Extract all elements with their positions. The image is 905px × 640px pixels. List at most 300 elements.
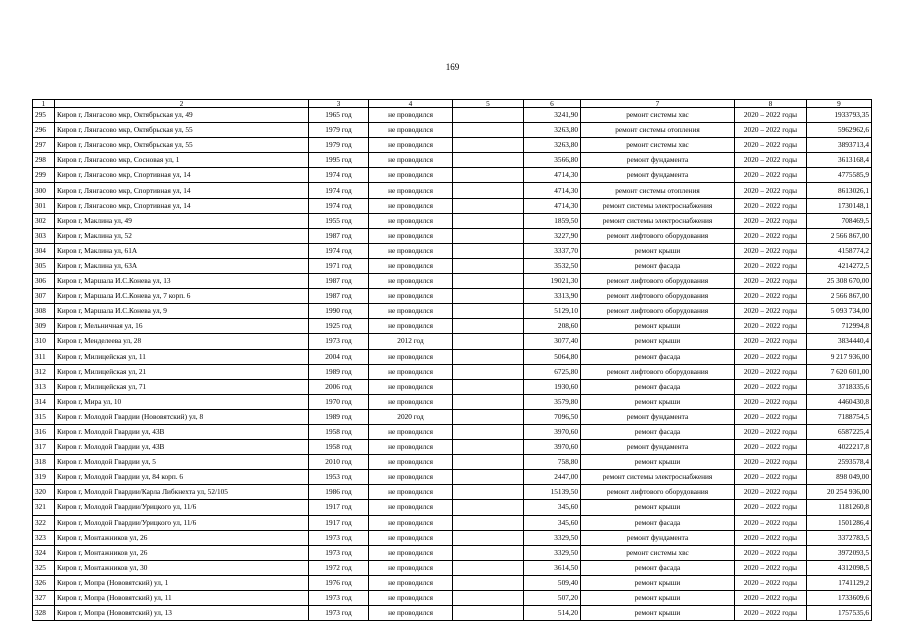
- address-cell: Киров г, Монтажников ул, 26: [55, 530, 309, 545]
- column-5-cell: [453, 394, 524, 409]
- cost-cell: 2 566 867,00: [807, 289, 872, 304]
- work-type-cell: ремонт системы электроснабжения: [581, 213, 735, 228]
- row-number: 295: [33, 108, 55, 123]
- period-cell: 2020 – 2022 годы: [735, 258, 807, 273]
- area-cell: 3970,60: [524, 440, 581, 455]
- column-5-cell: [453, 545, 524, 560]
- table-row: [33, 364, 872, 379]
- period-cell: 2020 – 2022 годы: [735, 243, 807, 258]
- row-number: 298: [33, 153, 55, 168]
- cost-cell: 3613168,4: [807, 153, 872, 168]
- column-5-cell: [453, 500, 524, 515]
- table-row: [33, 545, 872, 560]
- build-year-cell: 1955 год: [309, 213, 369, 228]
- period-cell: 2020 – 2022 годы: [735, 470, 807, 485]
- area-cell: 5064,80: [524, 349, 581, 364]
- build-year-cell: 1917 год: [309, 500, 369, 515]
- area-cell: 208,60: [524, 319, 581, 334]
- last-repair-cell: не проводился: [369, 515, 453, 530]
- work-type-cell: ремонт фасада: [581, 515, 735, 530]
- last-repair-cell: не проводился: [369, 455, 453, 470]
- address-cell: Киров г, Лянгасово мкр, Октябрьская ул, 49: [55, 108, 309, 123]
- last-repair-cell: не проводился: [369, 274, 453, 289]
- period-cell: 2020 – 2022 годы: [735, 440, 807, 455]
- work-type-cell: ремонт фундамента: [581, 530, 735, 545]
- period-cell: 2020 – 2022 годы: [735, 108, 807, 123]
- column-5-cell: [453, 349, 524, 364]
- row-number: 327: [33, 591, 55, 606]
- cost-cell: 2 566 867,00: [807, 228, 872, 243]
- row-number: 297: [33, 138, 55, 153]
- column-5-cell: [453, 606, 524, 621]
- area-cell: 3532,50: [524, 258, 581, 273]
- address-cell: Киров г, Мопра (Нововятский) ул, 11: [55, 591, 309, 606]
- period-cell: 2020 – 2022 годы: [735, 319, 807, 334]
- address-cell: Киров г, Молодой Гвардии/Урицкого ул, 11/6: [55, 500, 309, 515]
- period-cell: 2020 – 2022 годы: [735, 500, 807, 515]
- work-type-cell: ремонт крыши: [581, 455, 735, 470]
- last-repair-cell: не проводился: [369, 591, 453, 606]
- work-type-cell: ремонт системы электроснабжения: [581, 470, 735, 485]
- work-type-cell: ремонт системы отопления: [581, 123, 735, 138]
- table-row: [33, 500, 872, 515]
- last-repair-cell: не проводился: [369, 364, 453, 379]
- table-row: [33, 289, 872, 304]
- row-number: 326: [33, 575, 55, 590]
- period-cell: 2020 – 2022 годы: [735, 409, 807, 424]
- area-cell: 507,20: [524, 591, 581, 606]
- last-repair-cell: не проводился: [369, 198, 453, 213]
- area-cell: 345,60: [524, 515, 581, 530]
- column-5-cell: [453, 258, 524, 273]
- header-row: [33, 100, 872, 108]
- build-year-cell: 1976 год: [309, 575, 369, 590]
- column-5-cell: [453, 515, 524, 530]
- row-number: 309: [33, 319, 55, 334]
- cost-cell: 3718335,6: [807, 379, 872, 394]
- build-year-cell: 1971 год: [309, 258, 369, 273]
- column-5-cell: [453, 440, 524, 455]
- address-cell: Киров г, Маклина ул, 49: [55, 213, 309, 228]
- build-year-cell: 2006 год: [309, 379, 369, 394]
- work-type-cell: ремонт фундамента: [581, 440, 735, 455]
- address-cell: Киров г, Менделеева ул, 28: [55, 334, 309, 349]
- column-header-8: 8: [735, 100, 807, 108]
- row-number: 311: [33, 349, 55, 364]
- work-type-cell: ремонт крыши: [581, 394, 735, 409]
- work-type-cell: ремонт крыши: [581, 606, 735, 621]
- last-repair-cell: не проводился: [369, 258, 453, 273]
- column-header-3: 3: [309, 100, 369, 108]
- cost-cell: 7188754,5: [807, 409, 872, 424]
- table-row: [33, 258, 872, 273]
- column-header-5: 5: [453, 100, 524, 108]
- build-year-cell: 1965 год: [309, 108, 369, 123]
- cost-cell: 3834440,4: [807, 334, 872, 349]
- work-type-cell: ремонт лифтового оборудования: [581, 274, 735, 289]
- work-type-cell: ремонт фундамента: [581, 168, 735, 183]
- cost-cell: 3372783,5: [807, 530, 872, 545]
- build-year-cell: 1925 год: [309, 319, 369, 334]
- table-row: [33, 591, 872, 606]
- row-number: 315: [33, 409, 55, 424]
- build-year-cell: 1970 год: [309, 394, 369, 409]
- area-cell: 4714,30: [524, 168, 581, 183]
- cost-cell: 4775585,9: [807, 168, 872, 183]
- cost-cell: 898 049,00: [807, 470, 872, 485]
- build-year-cell: 1989 год: [309, 409, 369, 424]
- address-cell: Киров г, Лянгасово мкр, Сосновая ул, 1: [55, 153, 309, 168]
- address-cell: Киров г. Молодой Гвардии ул, 5: [55, 455, 309, 470]
- address-cell: Киров г, Маклина ул, 61А: [55, 243, 309, 258]
- row-number: 296: [33, 123, 55, 138]
- build-year-cell: 2010 год: [309, 455, 369, 470]
- table-row: [33, 394, 872, 409]
- last-repair-cell: не проводился: [369, 575, 453, 590]
- row-number: 317: [33, 440, 55, 455]
- row-number: 323: [33, 530, 55, 545]
- row-number: 314: [33, 394, 55, 409]
- period-cell: 2020 – 2022 годы: [735, 455, 807, 470]
- area-cell: 3263,80: [524, 138, 581, 153]
- address-cell: Киров г, Молодой Гвардии ул, 84 корп. 6: [55, 470, 309, 485]
- last-repair-cell: не проводился: [369, 530, 453, 545]
- work-type-cell: ремонт крыши: [581, 575, 735, 590]
- cost-cell: 4460430,8: [807, 394, 872, 409]
- cost-cell: 7 620 601,00: [807, 364, 872, 379]
- row-number: 299: [33, 168, 55, 183]
- build-year-cell: 1990 год: [309, 304, 369, 319]
- period-cell: 2020 – 2022 годы: [735, 591, 807, 606]
- address-cell: Киров г, Лянгасово мкр, Спортивная ул, 14: [55, 168, 309, 183]
- build-year-cell: 1973 год: [309, 591, 369, 606]
- last-repair-cell: не проводился: [369, 440, 453, 455]
- build-year-cell: 1989 год: [309, 364, 369, 379]
- table-row: [33, 138, 872, 153]
- period-cell: 2020 – 2022 годы: [735, 183, 807, 198]
- period-cell: 2020 – 2022 годы: [735, 123, 807, 138]
- address-cell: Киров г, Молодой Гвардии/Урицкого ул, 11/6: [55, 515, 309, 530]
- build-year-cell: 1953 год: [309, 470, 369, 485]
- work-type-cell: ремонт фасада: [581, 379, 735, 394]
- column-5-cell: [453, 379, 524, 394]
- column-5-cell: [453, 243, 524, 258]
- table-row: [33, 168, 872, 183]
- last-repair-cell: не проводился: [369, 183, 453, 198]
- build-year-cell: 1958 год: [309, 440, 369, 455]
- table-row: [33, 198, 872, 213]
- address-cell: Киров г, Монтажников ул, 30: [55, 560, 309, 575]
- build-year-cell: 1973 год: [309, 530, 369, 545]
- build-year-cell: 1986 год: [309, 485, 369, 500]
- row-number: 328: [33, 606, 55, 621]
- last-repair-cell: не проводился: [369, 424, 453, 439]
- row-number: 316: [33, 424, 55, 439]
- address-cell: Киров г, Мельничная ул, 16: [55, 319, 309, 334]
- last-repair-cell: не проводился: [369, 379, 453, 394]
- build-year-cell: 1979 год: [309, 138, 369, 153]
- column-5-cell: [453, 183, 524, 198]
- address-cell: Киров г. Молодой Гвардии ул, 43В: [55, 424, 309, 439]
- address-cell: Киров г, Маклина ул, 52: [55, 228, 309, 243]
- area-cell: 7096,50: [524, 409, 581, 424]
- last-repair-cell: не проводился: [369, 228, 453, 243]
- work-type-cell: ремонт фасада: [581, 560, 735, 575]
- cost-cell: 1933793,35: [807, 108, 872, 123]
- column-header-7: 7: [581, 100, 735, 108]
- row-number: 318: [33, 455, 55, 470]
- period-cell: 2020 – 2022 годы: [735, 198, 807, 213]
- cost-cell: 1730148,1: [807, 198, 872, 213]
- period-cell: 2020 – 2022 годы: [735, 213, 807, 228]
- work-type-cell: ремонт системы хвс: [581, 138, 735, 153]
- address-cell: Киров г, Маршала И.С.Конева ул, 7 корп. 6: [55, 289, 309, 304]
- work-type-cell: ремонт фасада: [581, 349, 735, 364]
- area-cell: 4714,30: [524, 183, 581, 198]
- column-5-cell: [453, 138, 524, 153]
- table-row: [33, 153, 872, 168]
- column-5-cell: [453, 530, 524, 545]
- build-year-cell: 1917 год: [309, 515, 369, 530]
- column-5-cell: [453, 575, 524, 590]
- build-year-cell: 1979 год: [309, 123, 369, 138]
- table-row: [33, 606, 872, 621]
- area-cell: 3077,40: [524, 334, 581, 349]
- work-type-cell: ремонт крыши: [581, 500, 735, 515]
- cost-cell: 1757535,6: [807, 606, 872, 621]
- build-year-cell: 1973 год: [309, 334, 369, 349]
- cost-cell: 9 217 936,00: [807, 349, 872, 364]
- cost-cell: 3972093,5: [807, 545, 872, 560]
- column-5-cell: [453, 274, 524, 289]
- build-year-cell: 1973 год: [309, 606, 369, 621]
- column-5-cell: [453, 319, 524, 334]
- table-row: [33, 379, 872, 394]
- period-cell: 2020 – 2022 годы: [735, 530, 807, 545]
- work-type-cell: ремонт крыши: [581, 243, 735, 258]
- table-row: [33, 409, 872, 424]
- work-type-cell: ремонт лифтового оборудования: [581, 289, 735, 304]
- column-5-cell: [453, 123, 524, 138]
- column-5-cell: [453, 409, 524, 424]
- work-type-cell: ремонт фасада: [581, 258, 735, 273]
- area-cell: 3329,50: [524, 545, 581, 560]
- period-cell: 2020 – 2022 годы: [735, 560, 807, 575]
- column-5-cell: [453, 591, 524, 606]
- table-row: [33, 228, 872, 243]
- period-cell: 2020 – 2022 годы: [735, 153, 807, 168]
- row-number: 324: [33, 545, 55, 560]
- column-5-cell: [453, 168, 524, 183]
- area-cell: 1859,50: [524, 213, 581, 228]
- cost-cell: 20 254 936,00: [807, 485, 872, 500]
- period-cell: 2020 – 2022 годы: [735, 379, 807, 394]
- address-cell: Киров г, Лянгасово мкр, Спортивная ул, 14: [55, 198, 309, 213]
- address-cell: Киров г, Милицейская ул, 11: [55, 349, 309, 364]
- table-row: [33, 530, 872, 545]
- column-5-cell: [453, 108, 524, 123]
- area-cell: 345,60: [524, 500, 581, 515]
- cost-cell: 3893713,4: [807, 138, 872, 153]
- address-cell: Киров г. Молодой Гвардии (Нововятский) ул, 8: [55, 409, 309, 424]
- column-header-9: 9: [807, 100, 872, 108]
- period-cell: 2020 – 2022 годы: [735, 334, 807, 349]
- period-cell: 2020 – 2022 годы: [735, 394, 807, 409]
- build-year-cell: 1987 год: [309, 228, 369, 243]
- column-5-cell: [453, 364, 524, 379]
- column-5-cell: [453, 470, 524, 485]
- area-cell: 6725,80: [524, 364, 581, 379]
- cost-cell: 4312098,5: [807, 560, 872, 575]
- last-repair-cell: не проводился: [369, 108, 453, 123]
- address-cell: Киров г, Мопра (Нововятский) ул, 13: [55, 606, 309, 621]
- last-repair-cell: не проводился: [369, 560, 453, 575]
- last-repair-cell: не проводился: [369, 304, 453, 319]
- last-repair-cell: не проводился: [369, 606, 453, 621]
- address-cell: Киров г, Маклина ул, 63А: [55, 258, 309, 273]
- table-row: [33, 274, 872, 289]
- area-cell: 19021,30: [524, 274, 581, 289]
- work-type-cell: ремонт крыши: [581, 319, 735, 334]
- table-row: [33, 183, 872, 198]
- cost-cell: 4214272,5: [807, 258, 872, 273]
- last-repair-cell: не проводился: [369, 545, 453, 560]
- row-number: 302: [33, 213, 55, 228]
- row-number: 307: [33, 289, 55, 304]
- address-cell: Киров г, Маршала И.С.Конева ул, 13: [55, 274, 309, 289]
- address-cell: Киров г, Мира ул, 10: [55, 394, 309, 409]
- area-cell: 3337,70: [524, 243, 581, 258]
- row-number: 312: [33, 364, 55, 379]
- work-type-cell: ремонт системы хвс: [581, 545, 735, 560]
- build-year-cell: 1987 год: [309, 274, 369, 289]
- address-cell: Киров г, Лянгасово мкр, Октябрьская ул, 55: [55, 123, 309, 138]
- table-row: [33, 319, 872, 334]
- last-repair-cell: не проводился: [369, 485, 453, 500]
- cost-cell: 1501286,4: [807, 515, 872, 530]
- table-header: [33, 100, 872, 108]
- table-row: [33, 243, 872, 258]
- row-number: 305: [33, 258, 55, 273]
- last-repair-cell: не проводился: [369, 243, 453, 258]
- row-number: 325: [33, 560, 55, 575]
- cost-cell: 4158774,2: [807, 243, 872, 258]
- cost-cell: 5962962,6: [807, 123, 872, 138]
- row-number: 321: [33, 500, 55, 515]
- table-row: [33, 560, 872, 575]
- work-type-cell: ремонт лифтового оборудования: [581, 485, 735, 500]
- column-5-cell: [453, 304, 524, 319]
- column-5-cell: [453, 213, 524, 228]
- table-row: [33, 424, 872, 439]
- build-year-cell: 1974 год: [309, 183, 369, 198]
- area-cell: 3614,50: [524, 560, 581, 575]
- repair-registry-table: [32, 99, 872, 621]
- period-cell: 2020 – 2022 годы: [735, 304, 807, 319]
- column-5-cell: [453, 455, 524, 470]
- area-cell: 509,40: [524, 575, 581, 590]
- last-repair-cell: не проводился: [369, 213, 453, 228]
- period-cell: 2020 – 2022 годы: [735, 364, 807, 379]
- last-repair-cell: не проводился: [369, 153, 453, 168]
- cost-cell: 712994,8: [807, 319, 872, 334]
- work-type-cell: ремонт системы отопления: [581, 183, 735, 198]
- build-year-cell: 1974 год: [309, 198, 369, 213]
- period-cell: 2020 – 2022 годы: [735, 606, 807, 621]
- table-row: [33, 108, 872, 123]
- row-number: 313: [33, 379, 55, 394]
- row-number: 306: [33, 274, 55, 289]
- address-cell: Киров г, Милицейская ул, 21: [55, 364, 309, 379]
- area-cell: 15139,50: [524, 485, 581, 500]
- area-cell: 2447,00: [524, 470, 581, 485]
- cost-cell: 1181260,8: [807, 500, 872, 515]
- table-row: [33, 470, 872, 485]
- last-repair-cell: не проводился: [369, 289, 453, 304]
- row-number: 300: [33, 183, 55, 198]
- row-number: 304: [33, 243, 55, 258]
- last-repair-cell: 2012 год: [369, 334, 453, 349]
- area-cell: 514,20: [524, 606, 581, 621]
- period-cell: 2020 – 2022 годы: [735, 485, 807, 500]
- cost-cell: 25 308 670,00: [807, 274, 872, 289]
- area-cell: 1930,60: [524, 379, 581, 394]
- period-cell: 2020 – 2022 годы: [735, 515, 807, 530]
- work-type-cell: ремонт системы хвс: [581, 108, 735, 123]
- area-cell: 3579,80: [524, 394, 581, 409]
- column-5-cell: [453, 289, 524, 304]
- address-cell: Киров г, Молодой Гвардии/Карла Либкнехта ул, 52/105: [55, 485, 309, 500]
- row-number: 322: [33, 515, 55, 530]
- column-5-cell: [453, 153, 524, 168]
- last-repair-cell: 2020 год: [369, 409, 453, 424]
- row-number: 310: [33, 334, 55, 349]
- work-type-cell: ремонт лифтового оборудования: [581, 228, 735, 243]
- table-row: [33, 213, 872, 228]
- address-cell: Киров г, Монтажников ул, 26: [55, 545, 309, 560]
- build-year-cell: 1995 год: [309, 153, 369, 168]
- row-number: 320: [33, 485, 55, 500]
- work-type-cell: ремонт фундамента: [581, 409, 735, 424]
- work-type-cell: ремонт крыши: [581, 334, 735, 349]
- period-cell: 2020 – 2022 годы: [735, 349, 807, 364]
- column-5-cell: [453, 560, 524, 575]
- build-year-cell: 1973 год: [309, 545, 369, 560]
- row-number: 301: [33, 198, 55, 213]
- column-5-cell: [453, 424, 524, 439]
- work-type-cell: ремонт системы электроснабжения: [581, 198, 735, 213]
- work-type-cell: ремонт фундамента: [581, 153, 735, 168]
- column-5-cell: [453, 228, 524, 243]
- build-year-cell: 1958 год: [309, 424, 369, 439]
- table-row: [33, 515, 872, 530]
- area-cell: 3313,90: [524, 289, 581, 304]
- build-year-cell: 1987 год: [309, 289, 369, 304]
- address-cell: Киров г, Милицейская ул, 71: [55, 379, 309, 394]
- table-row: [33, 455, 872, 470]
- last-repair-cell: не проводился: [369, 394, 453, 409]
- last-repair-cell: не проводился: [369, 319, 453, 334]
- build-year-cell: 1974 год: [309, 243, 369, 258]
- cost-cell: 708469,5: [807, 213, 872, 228]
- area-cell: 3329,50: [524, 530, 581, 545]
- area-cell: 5129,10: [524, 304, 581, 319]
- last-repair-cell: не проводился: [369, 168, 453, 183]
- column-header-6: 6: [524, 100, 581, 108]
- table-row: [33, 575, 872, 590]
- area-cell: 3241,90: [524, 108, 581, 123]
- area-cell: 3970,60: [524, 424, 581, 439]
